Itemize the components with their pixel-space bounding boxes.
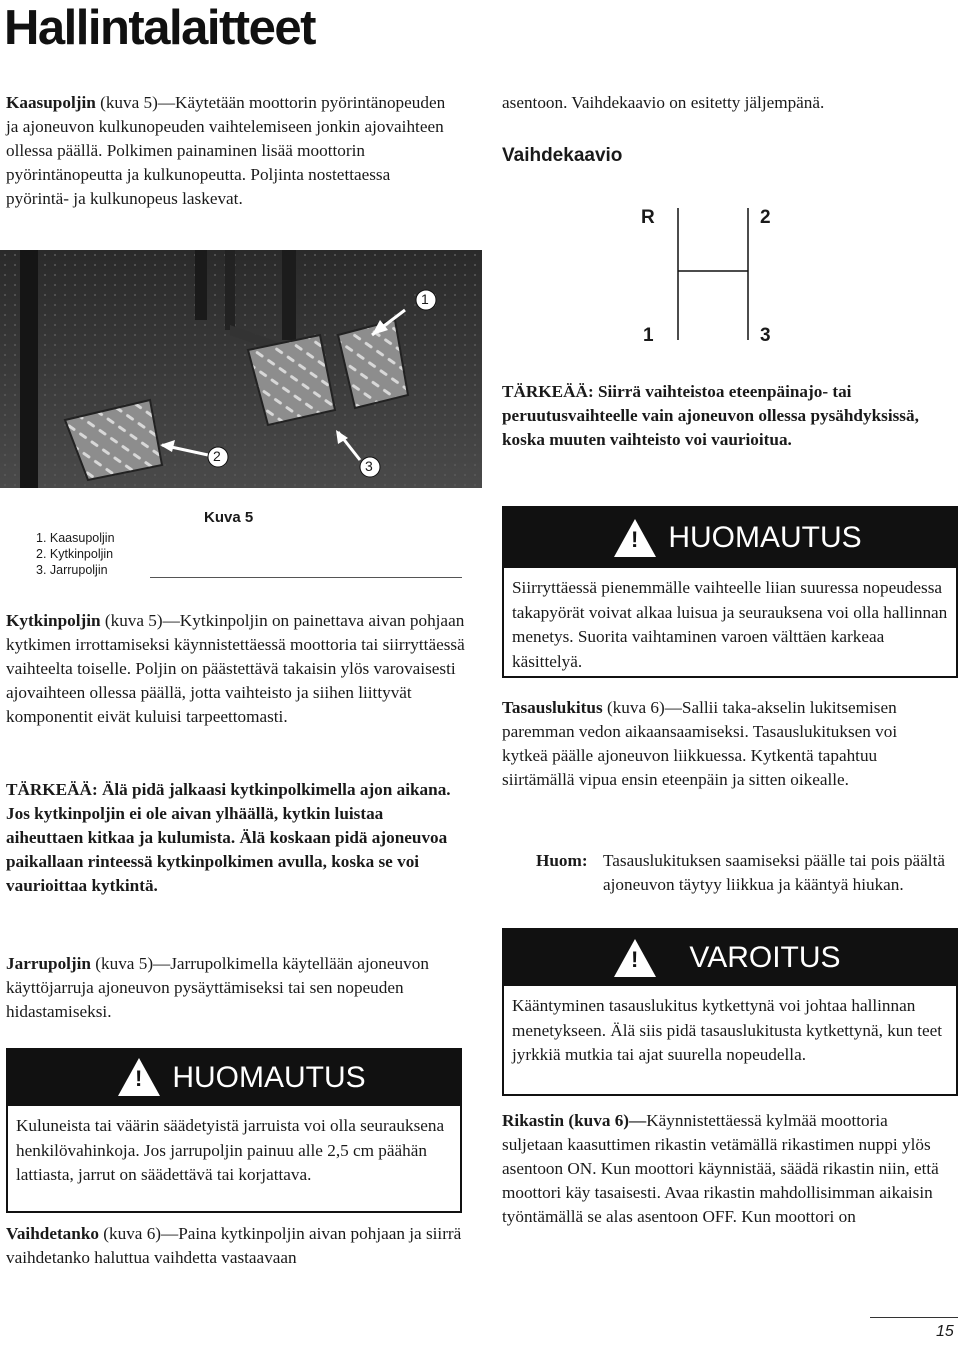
legend-rule	[150, 577, 462, 578]
caution-title: HUOMAUTUS	[172, 1061, 366, 1094]
footer-rule	[870, 1317, 958, 1318]
accelerator-text: (kuva 5)—Käytetään moottorin pyörintänopeuden ja ajoneuvon kulkunopeuden vaihtelemiseen jonkin ajovaihteen ollessa päällä. Polkimen painaminen lisää moottorin pyörintänopeutta ja kulkunopeutta. Poljinta nostettaessa pyörintä- ja kulkunopeus laskevat.	[6, 93, 446, 208]
callout-3: 3	[365, 458, 373, 474]
clutch-important-notice: TÄRKEÄÄ: Älä pidä jalkaasi kytkinpolkimella ajon aikana. Jos kytkinpoljin ei ole aivan ylhäällä, kytkin luistaa aiheuttaen kitkaa ja kulumista. Älä koskaan pidä ajoneuvoa paikallaan rinteessä kytkinpolkimen avulla, koska se voi vaurioittaa kytkintä.	[6, 780, 451, 895]
choke-term: Rikastin (kuva 6)—	[502, 1111, 647, 1130]
caution-title: HUOMAUTUS	[668, 521, 862, 554]
caution-header	[504, 508, 956, 568]
accelerator-term: Kaasupoljin	[6, 93, 96, 112]
shift-important-notice: TÄRKEÄÄ: Siirrä vaihteistoa eteenpäinajo- tai peruutusvaihteelle vain ajoneuvon ollessa pysähdyksissä, koska muuten vaihteisto voi vaurioitua.	[502, 382, 919, 449]
gear-label-r: R	[641, 207, 655, 228]
gearshift-term: Vaihdetanko	[6, 1224, 99, 1243]
legend-item: 2. Kytkinpoljin	[36, 547, 114, 561]
choke-paragraph	[502, 1109, 942, 1229]
pedals-illustration	[0, 250, 482, 488]
page-title: Hallintalaitteet	[4, 1, 315, 55]
gear-label-1: 1	[643, 325, 654, 346]
warning-exclamation: !	[631, 947, 639, 972]
accelerator-paragraph	[6, 91, 456, 211]
diff-lock-warning-box	[502, 928, 958, 1096]
brake-term: Jarrupoljin	[6, 954, 91, 973]
legend-item: 3. Jarrupoljin	[36, 563, 108, 577]
clutch-term: Kytkinpoljin	[6, 611, 101, 630]
page-number: 15	[936, 1323, 954, 1340]
warning-triangle-icon	[612, 517, 658, 567]
pedals-photo	[0, 250, 482, 488]
right-continuation: asentoon. Vaihdekaavio on esitetty jäljempänä.	[502, 93, 825, 112]
warning-text: Kääntyminen tasauslukitus kytkettynä voi johtaa hallinnan menetykseen. Älä siis pidä tasauslukitusta kytkettynä, kun teet jyrkkiä mutkia tai ajat suurella nopeudella.	[512, 996, 943, 1064]
diff-lock-paragraph	[502, 696, 942, 792]
caution-text: Kuluneista tai väärin säädetyistä jarruista voi olla seurauksena henkilövahinkoja. Jos jarrupoljin painuu alle 2,5 cm päähän lattiasta, jarrut on säädettävä tai korjattava.	[16, 1116, 445, 1184]
brake-text: (kuva 5)—Jarrupolkimella käytellään ajoneuvon käyttöjarruja ajoneuvon pysäyttämiseksi tai sen nopeuden hidastamiseksi.	[6, 954, 429, 1021]
shift-pattern-title: Vaihdekaavio	[502, 145, 623, 166]
diff-lock-term: Tasauslukitus	[502, 698, 603, 717]
note-label: Huom:	[536, 851, 588, 870]
callout-2: 2	[213, 448, 221, 464]
warning-exclamation: !	[135, 1066, 143, 1091]
caution-text: Siirryttäessä pienemmälle vaihteelle liian suuressa nopeudessa takapyörät voivat alkaa luisua ja seurauksena voi olla hallinnan menetys. Suorita vaihtaminen varoen välttäen karkeaa käsittelyä.	[512, 578, 948, 671]
gearshift-text: (kuva 6)—Paina kytkinpoljin aivan pohjaan ja siirrä vaihdetanko haluttua vaihdetta vastaavaan	[6, 1224, 462, 1267]
note-text: Tasauslukituksen saamiseksi päälle tai pois päältä ajoneuvon täytyy liikkua ja kääntyä hiukan.	[603, 851, 945, 894]
warning-triangle-icon	[116, 1056, 162, 1106]
warning-title: VAROITUS	[689, 941, 841, 974]
caution-header	[8, 1050, 460, 1106]
figure-legend	[36, 530, 115, 578]
gearshift-paragraph	[6, 1222, 466, 1270]
figure-caption: Kuva 5	[204, 509, 254, 526]
clutch-paragraph	[6, 609, 466, 729]
choke-text: Käynnistettäessä kylmää moottoria suljetaan kaasuttimen rikastin vetämällä rikastimen nuppi ylös asentoon ON. Kun moottori käynnistää, säädä rikastin niin, että moottori käy tasaisesti. Avaa rikastin mahdollisimman aikaisin työntämällä se alas asentoon OFF. Kun moottori on	[502, 1111, 939, 1226]
brake-paragraph	[6, 952, 462, 1024]
downshift-caution-box	[502, 506, 958, 678]
callout-1: 1	[421, 291, 429, 307]
clutch-text: (kuva 5)—Kytkinpoljin on painettava aivan pohjaan kytkimen irrottamiseksi käynnistettäessä moottoria tai siirryttäessä vaihteelta toiselle. Poljin on päästettävä takaisin ylös varovaisesti ajovaihteen ollessa päällä, jotta vaihteisto ja siihen liittyvät komponentit eivät kuluisi tarpeettomasti.	[6, 611, 465, 726]
brake-caution-box	[6, 1048, 462, 1213]
diff-lock-text: (kuva 6)—Sallii taka-akselin lukitsemisen paremman vedon aikaansaamiseksi. Tasauslukituksen voi kytkeä päälle ajoneuvon liikkuessa. Kytkentä tapahtuu siirtämällä vipua ensin eteenpäin ja sitten oikealle.	[502, 698, 898, 789]
gear-label-3: 3	[760, 325, 771, 346]
warning-exclamation: !	[631, 527, 639, 552]
warning-triangle-icon	[612, 937, 658, 987]
gear-label-2: 2	[760, 207, 771, 228]
legend-item: 1. Kaasupoljin	[36, 531, 115, 545]
warning-header	[504, 930, 956, 986]
